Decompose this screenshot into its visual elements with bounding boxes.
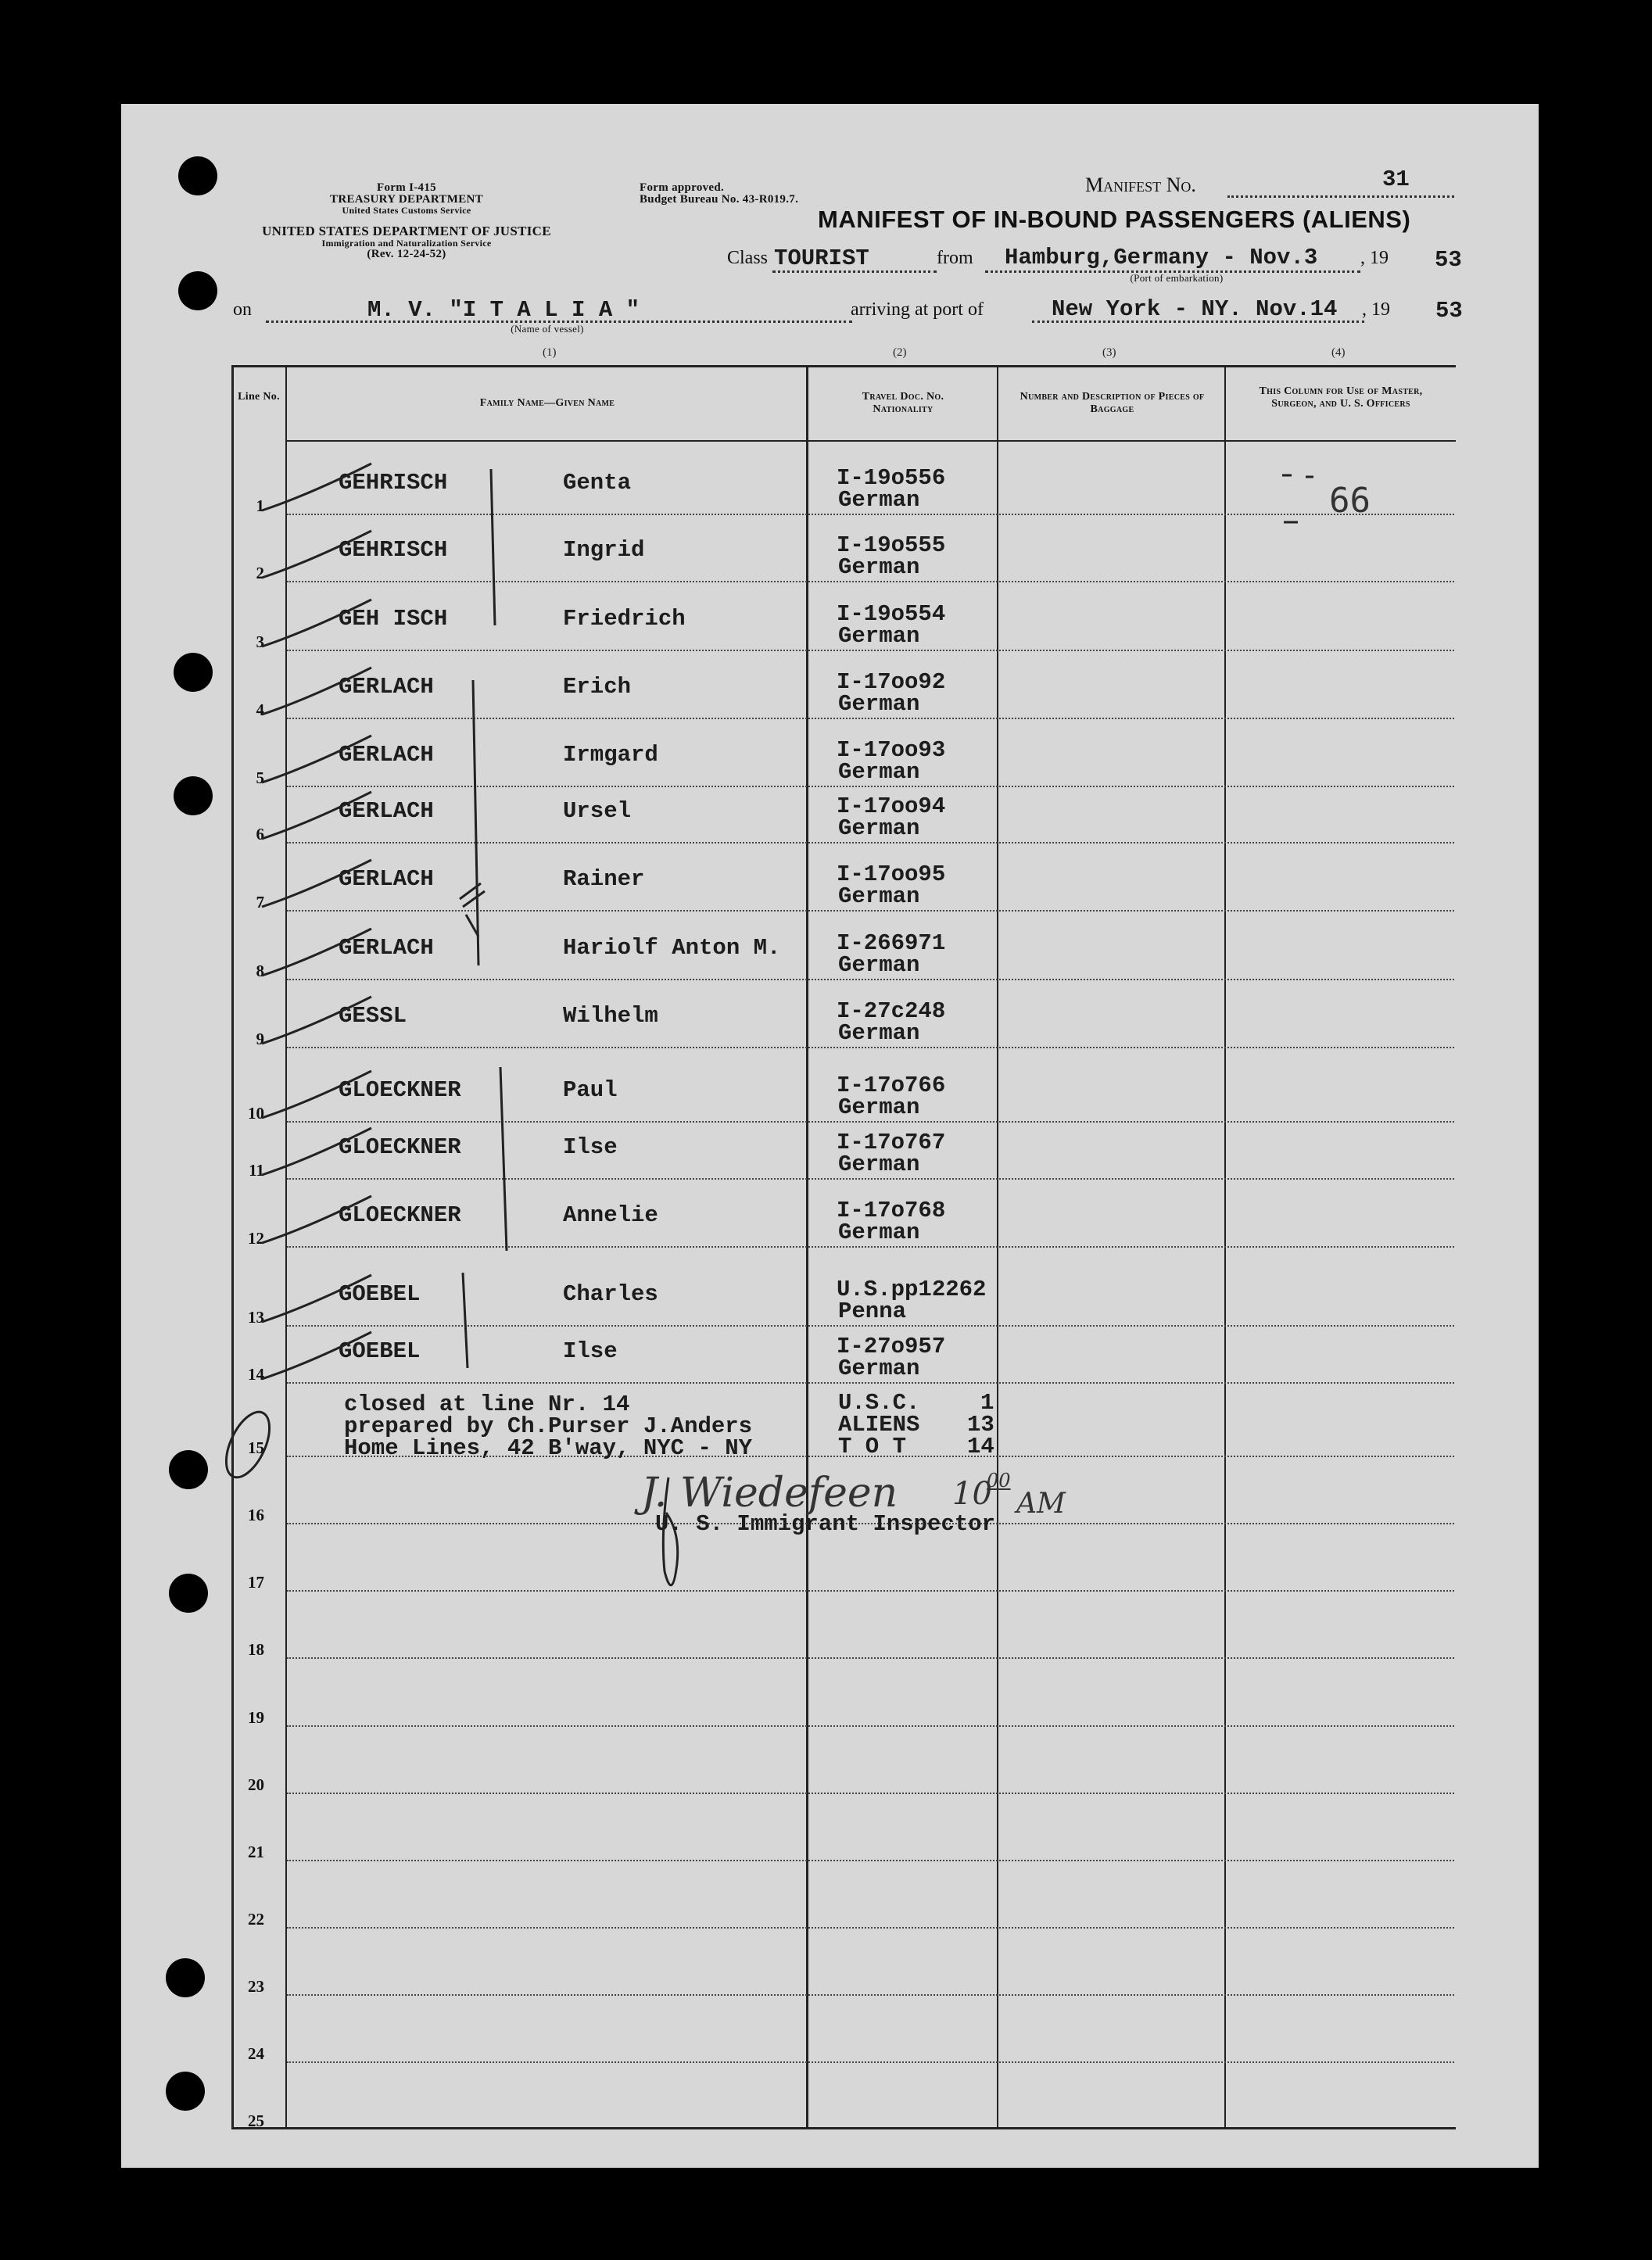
travel-doc-number: I-19o554 <box>837 601 946 627</box>
travel-doc-number: I-17oo93 <box>837 737 946 763</box>
given-name: Hariolf Anton M. <box>563 935 781 961</box>
line-number: 23 <box>248 1977 264 1996</box>
line-number: 7 <box>256 893 264 912</box>
given-name: Rainer <box>563 866 645 892</box>
nationality: German <box>838 1220 920 1245</box>
gerlach-hash-mark <box>460 883 485 937</box>
line-15-circle <box>217 1406 278 1484</box>
nationality: German <box>838 554 920 580</box>
line-number: 9 <box>256 1030 264 1048</box>
line-number: 4 <box>256 700 264 719</box>
row-check-mark <box>262 1275 371 1322</box>
form-approved: Form approved. <box>640 181 725 194</box>
given-name: Ilse <box>563 1134 618 1160</box>
nationality: German <box>838 1151 920 1177</box>
given-name: Paul <box>563 1077 618 1103</box>
column-number-3: (3) <box>1102 346 1116 359</box>
row-check-mark <box>262 1196 371 1243</box>
family-name: GEH ISCH <box>339 606 448 632</box>
vessel-caption: (Name of vessel) <box>511 323 584 335</box>
nationality: German <box>838 1094 920 1120</box>
nationality: German <box>838 1356 920 1381</box>
family-bracket-gehrisch <box>491 469 495 625</box>
nationality: German <box>838 487 920 513</box>
nationality: German <box>838 815 920 841</box>
line-number: 3 <box>256 632 264 651</box>
travel-doc-number: I-17o767 <box>837 1130 946 1155</box>
family-name: GEHRISCH <box>339 537 448 563</box>
usc-label: U.S.C. <box>838 1390 920 1416</box>
line-number: 24 <box>248 2044 264 2063</box>
budget-bureau: Budget Bureau No. 43-R019.7. <box>640 193 799 206</box>
class-value: TOURIST <box>774 245 869 271</box>
family-name: GERLACH <box>339 798 434 824</box>
row-check-mark <box>262 736 371 783</box>
family-name: GLOECKNER <box>339 1202 461 1228</box>
line-number: 2 <box>256 564 264 582</box>
travel-doc-number: I-17oo94 <box>837 793 946 819</box>
travel-doc-number: I-27c248 <box>837 998 946 1024</box>
line-number: 11 <box>249 1161 264 1180</box>
row-check-mark <box>262 464 371 510</box>
given-name: Ursel <box>563 798 632 824</box>
ins-service: Immigration and Naturalization Service <box>321 238 492 249</box>
line-number: 25 <box>248 2111 264 2130</box>
closing-line-1: closed at line Nr. 14 <box>344 1391 630 1417</box>
family-bracket-gloeckner <box>500 1067 507 1251</box>
inspection-time: 10 <box>952 1476 992 1512</box>
manifest-number-label: Manifest No. <box>1085 174 1196 196</box>
family-name: GOEBEL <box>339 1281 421 1307</box>
nationality: German <box>838 1020 920 1046</box>
col-header-baggage: Number and Description of Pieces of Baggage <box>1020 391 1205 415</box>
line-number: 19 <box>248 1708 264 1727</box>
line-number: 12 <box>248 1229 264 1248</box>
arrival-year: 53 <box>1435 298 1463 324</box>
given-name: Ingrid <box>563 537 645 563</box>
family-name: GOEBEL <box>339 1338 421 1364</box>
family-name: GLOECKNER <box>339 1077 461 1103</box>
arriving-label: arriving at port of <box>851 299 984 320</box>
row-check-mark <box>262 1071 371 1118</box>
aliens-count: 13 <box>967 1412 994 1438</box>
inspector-signature: J. Wiedefeen <box>641 1470 898 1517</box>
line-number: 15 <box>248 1438 264 1457</box>
travel-doc-number: I-27o957 <box>837 1334 946 1359</box>
col-header-line-no: Line No. <box>238 391 280 403</box>
inspector-label: U. S. Immigrant Inspector <box>655 1511 996 1537</box>
aliens-label: ALIENS <box>838 1412 920 1438</box>
line-number: 1 <box>256 496 264 515</box>
total-label: T O T <box>838 1434 907 1460</box>
col-header-travel-doc: Travel Doc. No. Nationality <box>862 391 944 415</box>
inspection-ampm: AM <box>1016 1488 1066 1520</box>
usc-count: 1 <box>980 1390 994 1416</box>
given-name: Friedrich <box>563 606 686 632</box>
travel-doc-number: I-17oo95 <box>837 861 946 887</box>
port-caption: (Port of embarkation) <box>1130 272 1224 284</box>
line-number: 10 <box>248 1104 264 1123</box>
travel-doc-number: I-17o766 <box>837 1073 946 1098</box>
form-number: Form I-415 <box>377 181 436 194</box>
col-header-name: Family Name—Given Name <box>479 397 615 409</box>
row-check-mark <box>262 531 371 578</box>
from-value: Hamburg,Germany - Nov.3 <box>1005 245 1318 270</box>
line-number: 18 <box>248 1640 264 1659</box>
given-name: Erich <box>563 674 632 700</box>
given-name: Charles <box>563 1281 658 1307</box>
given-name: Annelie <box>563 1202 658 1228</box>
family-name: GESSL <box>339 1003 407 1029</box>
vessel-name: M. V. "I T A L I A " <box>367 297 640 323</box>
line-number: 5 <box>256 768 264 787</box>
family-name: GERLACH <box>339 742 434 768</box>
line-number: 14 <box>248 1365 264 1384</box>
nationality: German <box>838 952 920 978</box>
closing-line-3: Home Lines, 42 B'way, NYC - NY <box>344 1435 753 1461</box>
line-number: 17 <box>248 1573 264 1592</box>
family-name: GERLACH <box>339 866 434 892</box>
row-check-mark <box>262 860 371 907</box>
from-year-prefix: , 19 <box>1360 248 1389 268</box>
travel-doc-number: I-266971 <box>837 930 946 956</box>
inspection-time-minutes: 00 <box>987 1470 1011 1492</box>
customs-service: United States Customs Service <box>342 205 471 216</box>
row-check-mark <box>262 997 371 1044</box>
line-number: 6 <box>256 825 264 843</box>
row-check-mark <box>262 929 371 976</box>
given-name: Genta <box>563 470 632 496</box>
from-year: 53 <box>1435 247 1462 273</box>
manifest-title: MANIFEST OF IN-BOUND PASSENGERS (ALIENS) <box>818 206 1411 233</box>
travel-doc-number: I-17o768 <box>837 1198 946 1223</box>
travel-doc-number: I-17oo92 <box>837 669 946 695</box>
nationality: German <box>838 691 920 717</box>
family-name: GEHRISCH <box>339 470 448 496</box>
nationality: German <box>838 883 920 909</box>
travel-doc-number: I-19o555 <box>837 532 946 558</box>
from-label: from <box>937 248 973 268</box>
nationality: German <box>838 759 920 785</box>
arrival-value: New York - NY. Nov.14 <box>1052 296 1338 322</box>
nationality: German <box>838 623 920 649</box>
col-header-officers: This Column for Use of Master, Surgeon, and U. S. Officers <box>1259 385 1423 410</box>
line-number: 16 <box>248 1506 264 1524</box>
travel-doc-number: U.S.pp12262 <box>837 1277 987 1302</box>
row-check-mark <box>262 1128 371 1175</box>
total-count: 14 <box>967 1434 994 1460</box>
column-number-1: (1) <box>543 346 557 359</box>
nationality: Penna <box>838 1298 907 1324</box>
given-name: Irmgard <box>563 742 658 768</box>
line-number: 20 <box>248 1775 264 1794</box>
officer-mark: 66 <box>1329 481 1371 521</box>
line-number: 13 <box>248 1308 264 1327</box>
column-number-4: (4) <box>1331 346 1346 359</box>
officer-mark-tick <box>1282 475 1313 522</box>
family-bracket-gerlach <box>473 680 478 965</box>
line-number: 8 <box>256 962 264 980</box>
signature-flourish <box>663 1477 677 1585</box>
family-bracket-goebel <box>463 1273 468 1368</box>
row-check-mark <box>262 1332 371 1379</box>
given-name: Wilhelm <box>563 1003 658 1029</box>
family-name: GERLACH <box>339 674 434 700</box>
row-check-mark <box>262 668 371 715</box>
department-of-justice: UNITED STATES DEPARTMENT OF JUSTICE <box>262 224 551 238</box>
row-check-mark <box>262 600 371 646</box>
line-number: 22 <box>248 1910 264 1929</box>
treasury-department: TREASURY DEPARTMENT <box>330 193 483 206</box>
given-name: Ilse <box>563 1338 618 1364</box>
family-name: GLOECKNER <box>339 1134 461 1160</box>
manifest-number: 31 <box>1382 167 1410 192</box>
on-label: on <box>233 299 252 320</box>
row-check-marks <box>262 464 371 1379</box>
column-number-2: (2) <box>893 346 907 359</box>
row-check-mark <box>262 792 371 839</box>
family-name: GERLACH <box>339 935 434 961</box>
travel-doc-number: I-19o556 <box>837 465 946 491</box>
closing-line-2: prepared by Ch.Purser J.Anders <box>344 1413 753 1439</box>
arrival-year-prefix: , 19 <box>1362 299 1390 320</box>
line-number: 21 <box>248 1843 264 1861</box>
class-label: Class <box>727 248 769 268</box>
form-revision: (Rev. 12-24-52) <box>367 248 446 260</box>
